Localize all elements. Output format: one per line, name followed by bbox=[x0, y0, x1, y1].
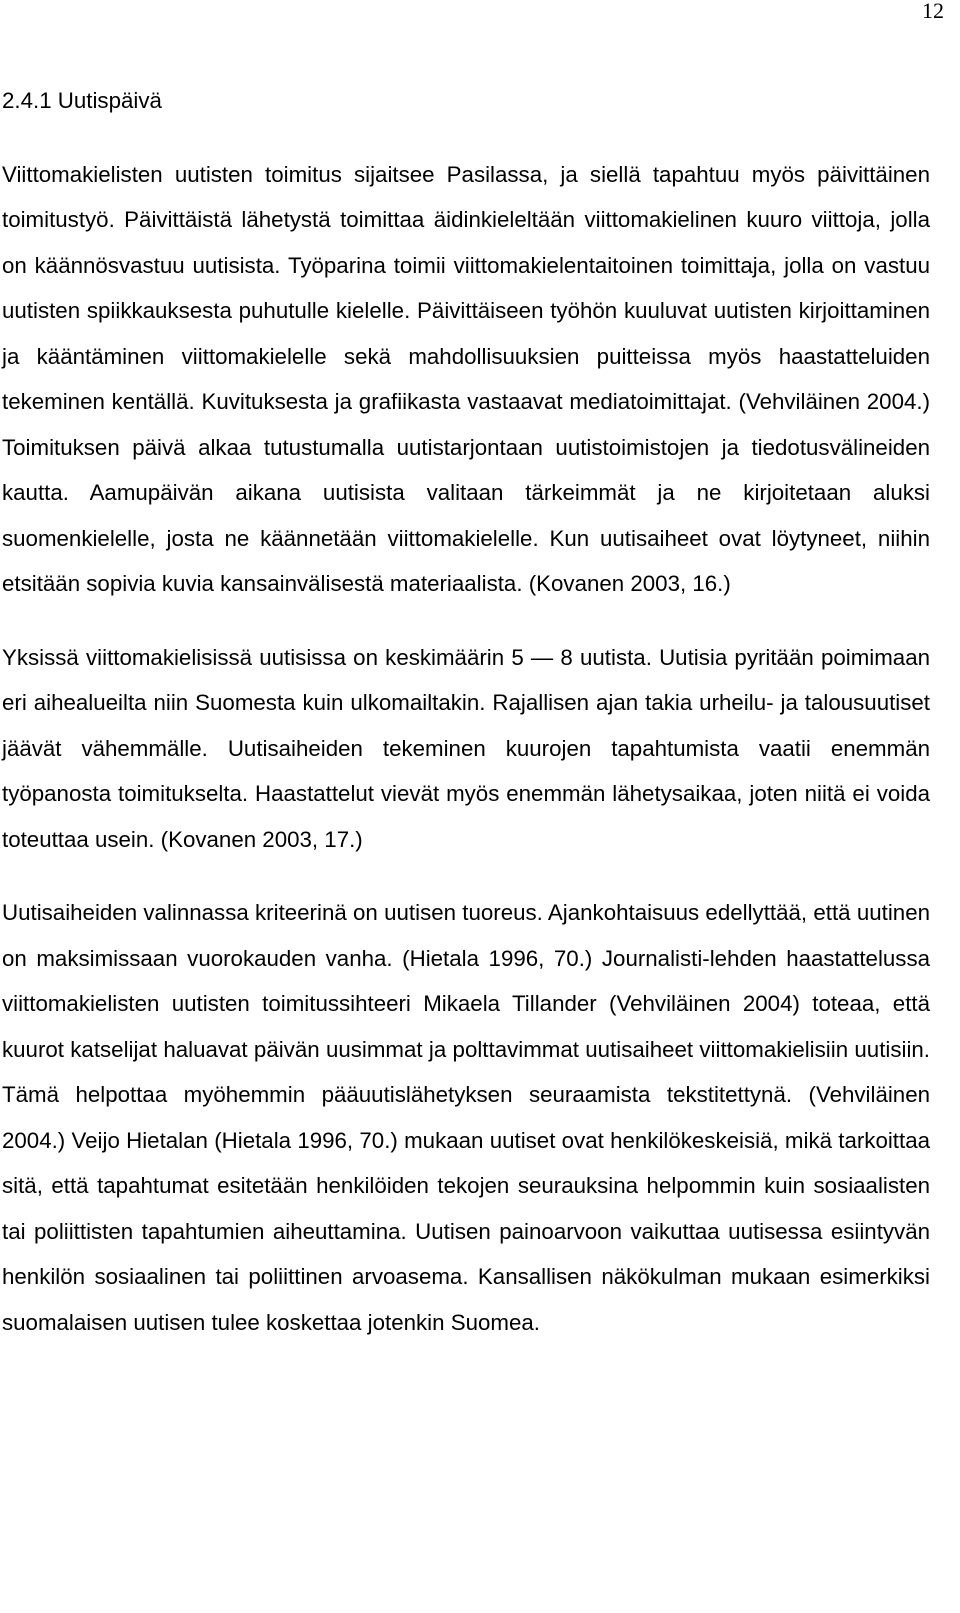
section-heading: 2.4.1 Uutispäivä bbox=[2, 88, 162, 113]
paragraph-3: Uutisaiheiden valinnassa kriteerinä on uutisen tuoreus. Ajankohtaisuus edellyttää, että uutinen on maksimissaan vuorokauden vanha. (Hietala 1996, 70.) Journalisti-lehden haastattelussa viittomakielisten uutisten toimitussihteeri Mikaela Tillander (Vehviläinen 2004) toteaa, että kuurot katselijat haluavat päivän uusimmat ja polttavimmat uutisaiheet viittomakielisiin uutisiin. Tämä helpottaa myöhemmin pääuutislähetyksen seuraamista tekstitettynä. (Vehviläinen 2004.) Veijo Hietalan (Hietala 1996, 70.) mukaan uutiset ovat henkilökeskeisiä, mikä tarkoittaa sitä, että tapahtumat esitetään henkilöiden tekojen seurauksina helpommin kuin sosiaalisten tai poliittisten tapahtumien aiheuttamina. Uutisen painoarvoon vaikuttaa uutisessa esiintyvän henkilön sosiaalinen tai poliittinen arvoasema. Kansallisen näkökulman mukaan esimerkiksi suomalaisen uutisen tulee koskettaa jotenkin Suomea. bbox=[2, 900, 930, 1335]
document-body bbox=[2, 78, 930, 1373]
page-number: 12 bbox=[922, 0, 944, 23]
paragraph-1: Viittomakielisten uutisten toimitus sijaitsee Pasilassa, ja siellä tapahtuu myös päivittäinen toimitustyö. Päivittäistä lähetystä toimittaa äidinkieleltään viittomakielinen kuuro viittoja, jolla on käännösvastuu uutisista. Työparina toimii viittomakielentaitoinen toimittaja, jolla on vastuu uutisten spiikkauksesta puhutulle kielelle. Päivittäiseen työhön kuuluvat uutisten kirjoittaminen ja kääntäminen viittomakielelle sekä mahdollisuuksien puitteissa myös haastatteluiden tekeminen kentällä. Kuvituksesta ja grafiikasta vastaavat mediatoimittajat. (Vehviläinen 2004.) Toimituksen päivä alkaa tutustumalla uutistarjontaan uutistoimistojen ja tiedotusvälineiden kautta. Aamupäivän aikana uutisista valitaan tärkeimmät ja ne kirjoitetaan aluksi suomenkielelle, josta ne käännetään viittomakielelle. Kun uutisaiheet ovat löytyneet, niihin etsitään sopivia kuvia kansainvälisestä materiaalista. (Kovanen 2003, 16.) bbox=[2, 161, 930, 596]
paragraph-2: Yksissä viittomakielisissä uutisissa on keskimäärin 5 — 8 uutista. Uutisia pyritään poimimaan eri aihealueilta niin Suomesta kuin ulkomailtakin. Rajallisen ajan takia urheilu- ja talousuutiset jäävät vähemmälle. Uutisaiheiden tekeminen kuurojen tapahtumista vaatii enemmän työpanosta toimitukselta. Haastattelut vievät myös enemmän lähetysaikaa, joten niitä ei voida toteuttaa usein. (Kovanen 2003, 17.) bbox=[2, 644, 930, 852]
